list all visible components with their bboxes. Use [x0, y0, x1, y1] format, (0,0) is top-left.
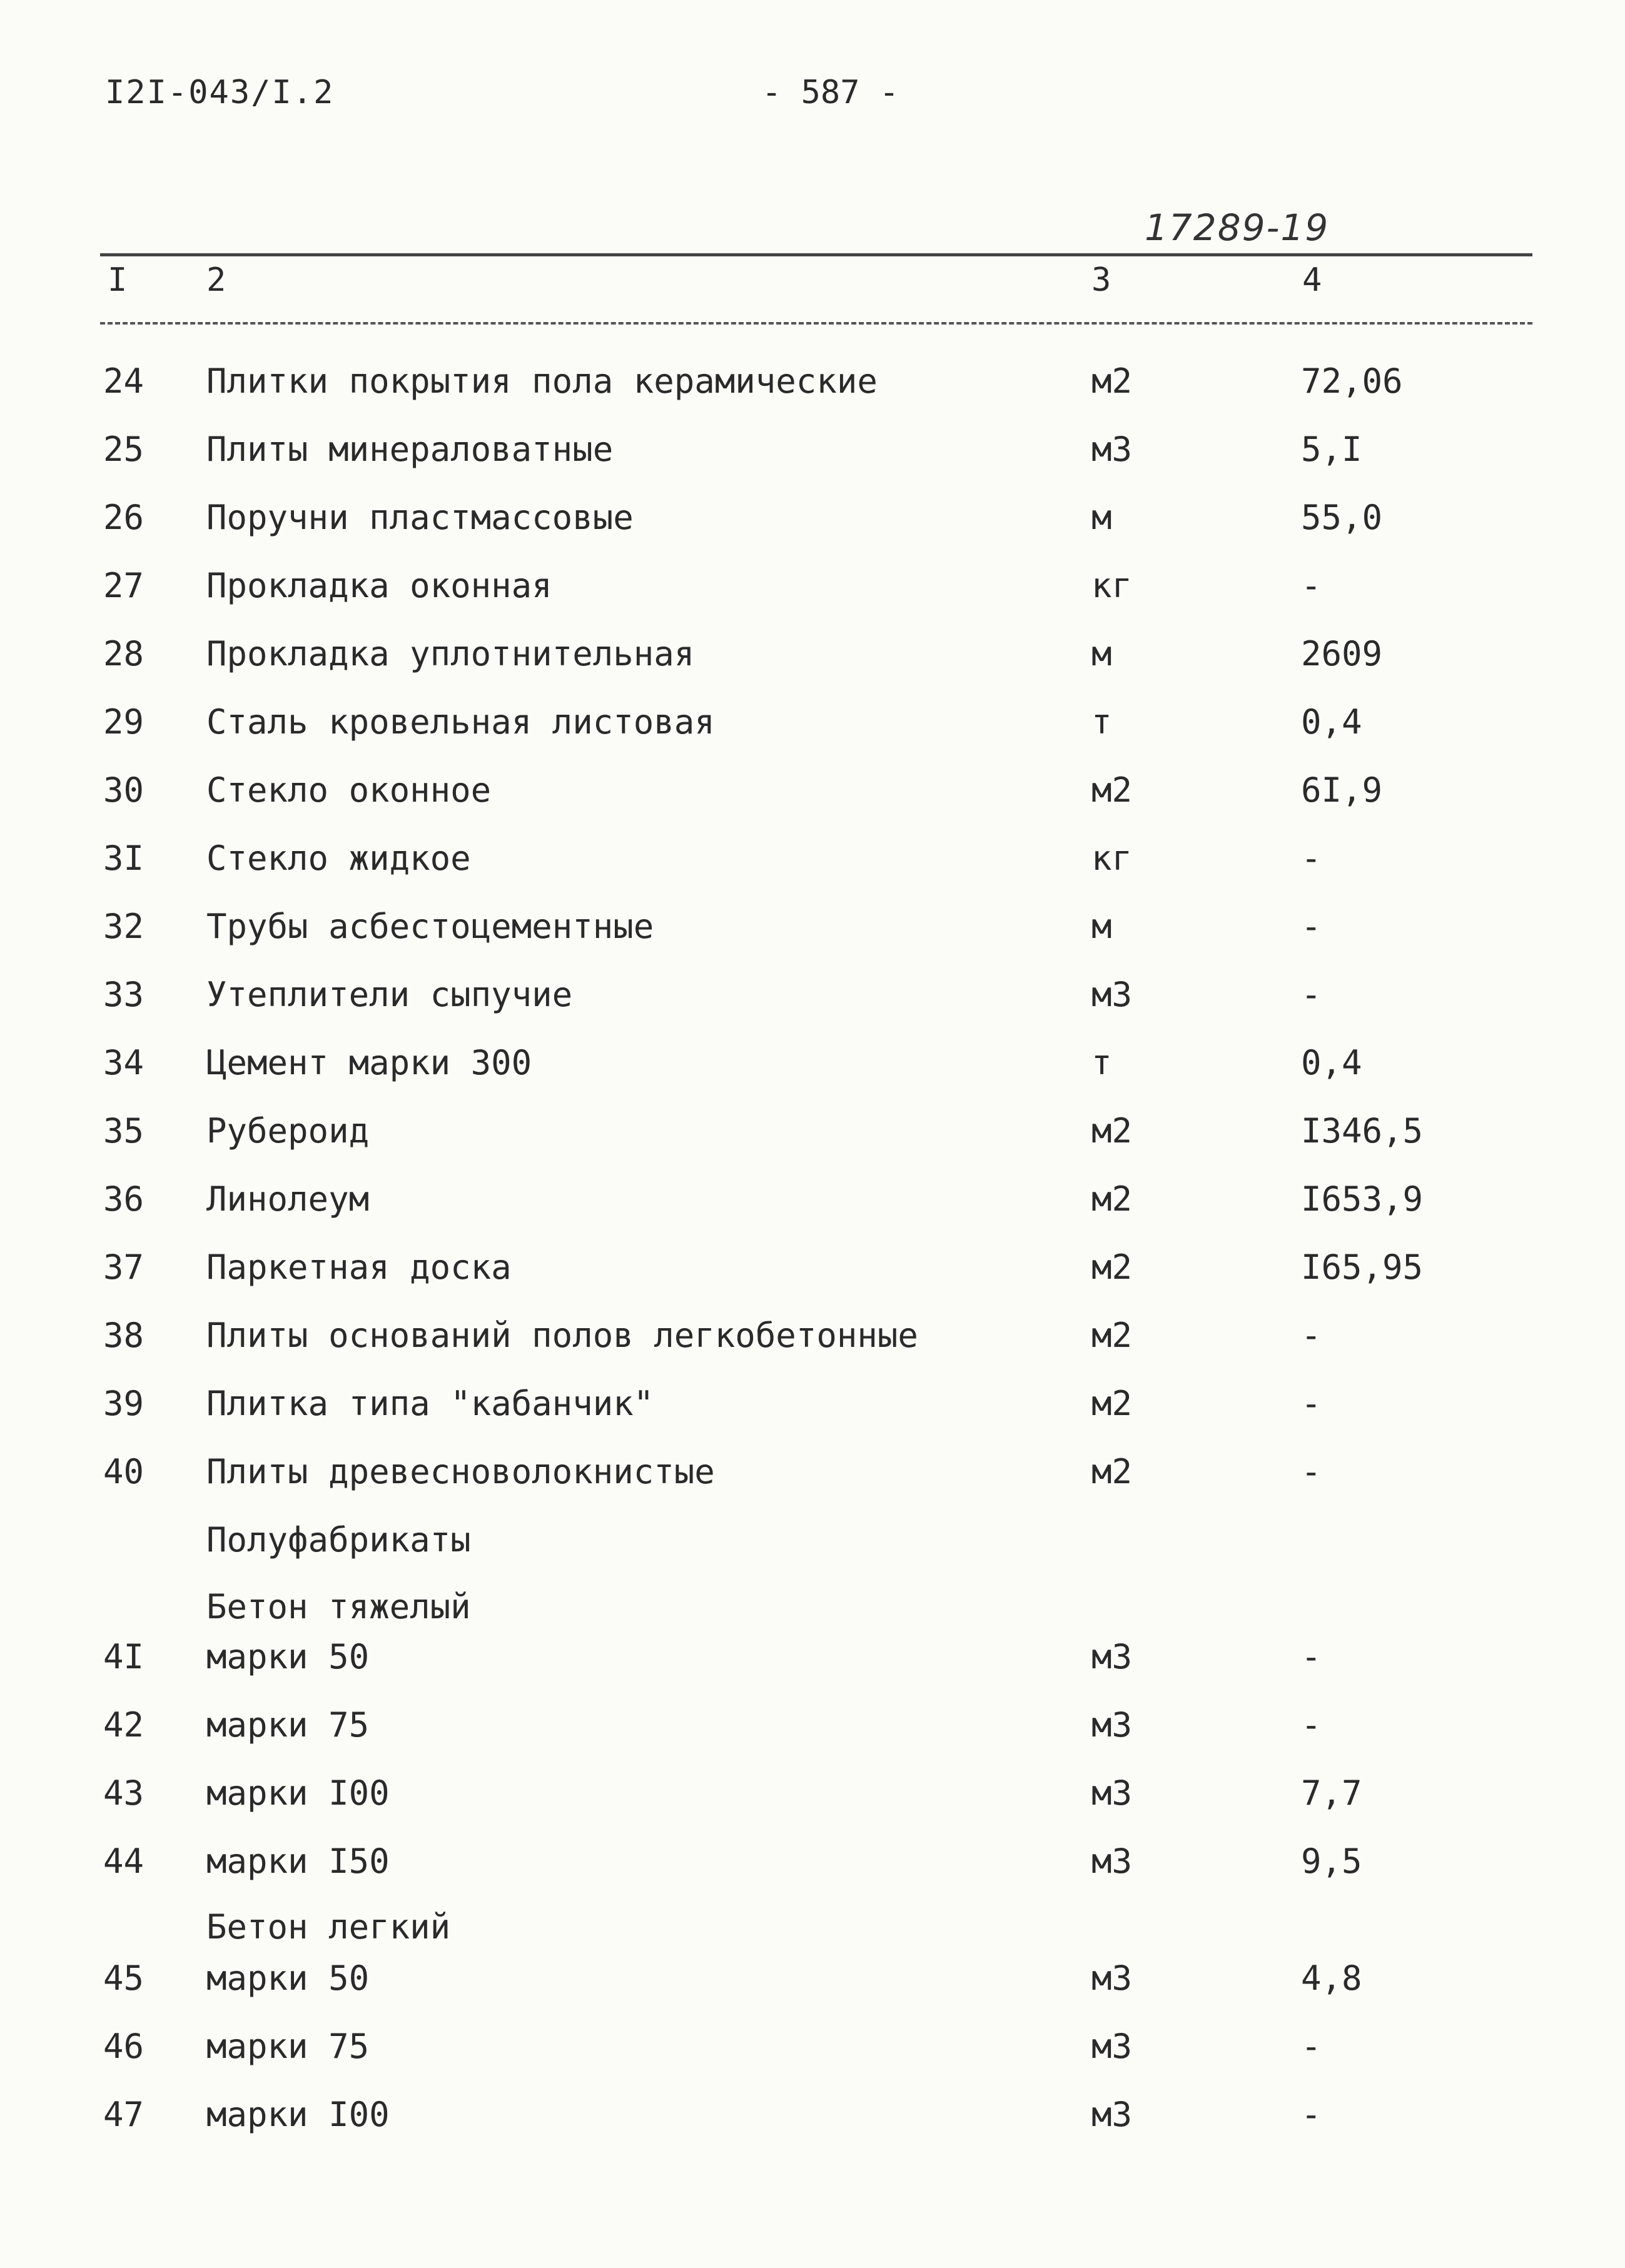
section-heading-light-concrete: Бетон легкий — [206, 1907, 451, 1947]
row-quantity: 7,7 — [1301, 1773, 1362, 1813]
row-name: Паркетная доска — [206, 1247, 512, 1287]
section-heading-heavy-concrete: Бетон тяжелый — [206, 1587, 471, 1626]
row-number: 36 — [103, 1179, 144, 1219]
section-heading-row — [0, 1907, 1625, 1957]
row-unit: кг — [1091, 839, 1133, 878]
table-row — [0, 1842, 1625, 1892]
row-number: 47 — [103, 2095, 144, 2134]
row-unit: м2 — [1091, 1111, 1133, 1151]
row-quantity: 55,0 — [1301, 498, 1383, 537]
row-number: 45 — [103, 1958, 144, 1998]
row-quantity: 0,4 — [1301, 702, 1362, 742]
row-unit: м3 — [1091, 975, 1133, 1014]
row-name: Трубы асбестоцементные — [206, 907, 654, 946]
row-quantity: - — [1301, 566, 1322, 605]
row-quantity: - — [1301, 1705, 1322, 1745]
row-name: Поручни пластмассовые — [206, 498, 634, 537]
row-name: марки I00 — [206, 2095, 390, 2134]
row-unit: м3 — [1091, 1842, 1133, 1881]
table-row — [0, 566, 1625, 616]
row-quantity: - — [1301, 1637, 1322, 1676]
row-number: 40 — [103, 1452, 144, 1491]
row-name: марки I50 — [206, 1842, 390, 1881]
row-number: 33 — [103, 975, 144, 1014]
row-name: Линолеум — [206, 1179, 370, 1219]
column-header-1: I — [108, 261, 128, 299]
row-quantity: I346,5 — [1301, 1111, 1424, 1151]
table-row — [0, 1111, 1625, 1161]
row-unit: м2 — [1091, 1384, 1133, 1423]
row-quantity: - — [1301, 1452, 1322, 1491]
table-row — [0, 1043, 1625, 1093]
row-quantity: 5,I — [1301, 430, 1362, 469]
row-number: 25 — [103, 430, 144, 469]
handwritten-note: 17289-19 — [1145, 206, 1330, 249]
row-quantity: 4,8 — [1301, 1958, 1362, 1998]
row-unit: м3 — [1091, 1958, 1133, 1998]
row-unit: м3 — [1091, 2095, 1133, 2134]
row-number: 38 — [103, 1316, 144, 1355]
row-quantity: - — [1301, 2027, 1322, 2066]
row-number: 32 — [103, 907, 144, 946]
row-unit: м — [1091, 907, 1112, 946]
row-name: Прокладка оконная — [206, 566, 552, 605]
row-name: марки 50 — [206, 1958, 370, 1998]
table-row — [0, 1705, 1625, 1755]
row-number: 44 — [103, 1842, 144, 1881]
page-number: - 587 - — [762, 74, 899, 111]
row-name: Плитки покрытия пола керамические — [206, 361, 878, 401]
table-row — [0, 2027, 1625, 2077]
table-row — [0, 1316, 1625, 1366]
row-unit: м3 — [1091, 430, 1133, 469]
table-row — [0, 907, 1625, 957]
row-name: Стекло оконное — [206, 770, 492, 810]
column-header-4: 4 — [1302, 261, 1322, 299]
row-unit: м — [1091, 634, 1112, 673]
table-row — [0, 1247, 1625, 1298]
row-unit: м3 — [1091, 1773, 1133, 1813]
row-number: 28 — [103, 634, 144, 673]
row-name: Рубероид — [206, 1111, 370, 1151]
row-quantity: - — [1301, 1384, 1322, 1423]
table-row — [0, 498, 1625, 548]
table-row — [0, 702, 1625, 752]
column-header-2: 2 — [206, 261, 226, 299]
row-quantity: - — [1301, 839, 1322, 878]
table-row — [0, 839, 1625, 889]
table-row — [0, 770, 1625, 820]
row-unit: м2 — [1091, 1179, 1133, 1219]
row-unit: м — [1091, 498, 1112, 537]
row-name: Плиты минераловатные — [206, 430, 614, 469]
row-number: 43 — [103, 1773, 144, 1813]
row-number: 4I — [103, 1637, 144, 1676]
row-number: 3I — [103, 839, 144, 878]
row-number: 34 — [103, 1043, 144, 1082]
row-quantity: - — [1301, 1316, 1322, 1355]
row-unit: т — [1091, 1043, 1112, 1082]
row-name: Стекло жидкое — [206, 839, 471, 878]
table-row — [0, 1958, 1625, 2008]
row-name: Цемент марки 300 — [206, 1043, 532, 1082]
row-quantity: 2609 — [1301, 634, 1383, 673]
row-quantity: - — [1301, 2095, 1322, 2134]
row-number: 26 — [103, 498, 144, 537]
row-unit: м2 — [1091, 361, 1133, 401]
row-quantity: 0,4 — [1301, 1043, 1362, 1082]
row-unit: т — [1091, 702, 1112, 742]
row-unit: м3 — [1091, 1637, 1133, 1676]
table-row — [0, 1773, 1625, 1823]
table-row — [0, 1452, 1625, 1502]
table-row — [0, 975, 1625, 1025]
row-quantity: I65,95 — [1301, 1247, 1424, 1287]
row-number: 27 — [103, 566, 144, 605]
row-quantity: - — [1301, 975, 1322, 1014]
row-unit: м2 — [1091, 1247, 1133, 1287]
row-quantity: 9,5 — [1301, 1842, 1362, 1881]
section-heading-row — [0, 1520, 1625, 1570]
row-name: Сталь кровельная листовая — [206, 702, 715, 742]
row-number: 30 — [103, 770, 144, 810]
row-name: Плиты древесноволокнистые — [206, 1452, 715, 1491]
row-unit: м2 — [1091, 770, 1133, 810]
table-row — [0, 1637, 1625, 1687]
row-unit: м3 — [1091, 1705, 1133, 1745]
row-name: марки 75 — [206, 2027, 370, 2066]
section-heading-row — [0, 1587, 1625, 1637]
row-unit: кг — [1091, 566, 1133, 605]
row-quantity: 6I,9 — [1301, 770, 1383, 810]
table-row — [0, 634, 1625, 684]
row-number: 46 — [103, 2027, 144, 2066]
section-heading-semifinished: Полуфабрикаты — [206, 1520, 471, 1560]
row-unit: м2 — [1091, 1452, 1133, 1491]
row-unit: м3 — [1091, 2027, 1133, 2066]
row-name: Плитка типа "кабанчик" — [206, 1384, 654, 1423]
row-quantity: - — [1301, 907, 1322, 946]
table-row — [0, 2095, 1625, 2145]
row-number: 35 — [103, 1111, 144, 1151]
table-top-rule — [100, 253, 1532, 256]
row-quantity: I653,9 — [1301, 1179, 1424, 1219]
row-name: марки 75 — [206, 1705, 370, 1745]
row-number: 24 — [103, 361, 144, 401]
row-quantity: 72,06 — [1301, 361, 1403, 401]
row-unit: м2 — [1091, 1316, 1133, 1355]
row-number: 39 — [103, 1384, 144, 1423]
row-number: 42 — [103, 1705, 144, 1745]
row-name: Плиты оснований полов легкобетонные — [206, 1316, 918, 1355]
table-row — [0, 361, 1625, 411]
row-name: Прокладка уплотнительная — [206, 634, 695, 673]
row-name: марки 50 — [206, 1637, 370, 1676]
table-row — [0, 430, 1625, 480]
table-row — [0, 1384, 1625, 1434]
row-name: Утеплители сыпучие — [206, 975, 573, 1014]
row-number: 29 — [103, 702, 144, 742]
row-number: 37 — [103, 1247, 144, 1287]
document-code: I2I-043/I.2 — [105, 74, 335, 111]
row-name: марки I00 — [206, 1773, 390, 1813]
table-row — [0, 1179, 1625, 1229]
column-header-3: 3 — [1091, 261, 1111, 299]
header-separator-rule — [100, 322, 1532, 325]
